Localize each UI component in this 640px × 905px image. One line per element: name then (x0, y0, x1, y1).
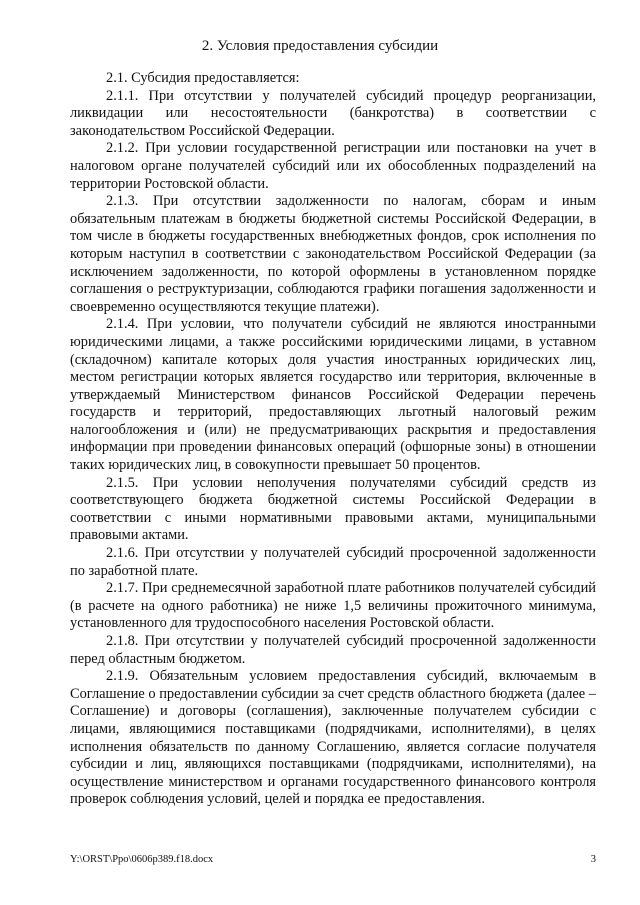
paragraph-2-1-8: 2.1.8. При отсутствии у получателей субсидий просроченной задолженности перед областным бюджетом. (70, 633, 596, 667)
section-title: 2. Условия предоставления субсидии (201, 38, 439, 54)
paragraph-2-1-6: 2.1.6. При отсутствии у получателей субсидий просроченной задолженности по заработной плате. (70, 545, 596, 579)
paragraph-2-1-9: 2.1.9. Обязательным условием предоставления субсидий, включаемым в Соглашение о предоставлении субсидии за счет средств областного бюджета (далее – Соглашение) и договоры (соглашения), заключенные получателем субсидии с лицами, являющимися поставщиками (подрядчиками, исполнителями), в целях исполнения обязательств по данному Соглашению, является согласие получателя субсидии и лиц, являющихся поставщиками (подрядчиками, исполнителями), на осуществление министерством и органами государственного финансового контроля проверок соблюдения условий, целей и порядка ее предоставления. (70, 668, 596, 808)
paragraph-2-1: 2.1. Субсидия предоставляется: (106, 70, 300, 86)
paragraph-2-1-3: 2.1.3. При отсутствии задолженности по налогам, сборам и иным обязательным платежам в бюджеты бюджетной системы Российской Федерации, в том числе в бюджеты государственных внебюджетных фондов, срок исполнения по которым наступил в соответствии с законодательством Российской Федерации (за исключением задолженности, по которой оформлены в установленном порядке соглашения о реструктуризации, соблюдаются графики погашения задолженности и своевременно осуществляются текущие платежи). (70, 193, 596, 315)
footer-page-number: 3 (590, 854, 596, 865)
paragraph-2-1-5: 2.1.5. При условии неполучения получателями субсидий средств из соответствующего бюджета бюджетной системы Российской Федерации в соответствии с иными нормативными правовыми актами, муниципальными правовыми актами. (70, 474, 596, 544)
document-body (70, 70, 596, 809)
footer-file-path: Y:\ORST\Ppo\0606p389.f18.docx (70, 854, 214, 865)
paragraph-2-1-1: 2.1.1. При отсутствии у получателей субсидий процедур реорганизации, ликвидации или несостоятельности (банкротства) в соответствии с законодательством Российской Федерации. (70, 87, 596, 139)
paragraph-2-1-2: 2.1.2. При условии государственной регистрации или постановки на учет в налоговом органе получателей субсидий или их обособленных подразделений на территории Ростовской области. (70, 140, 596, 192)
paragraph-2-1-7: 2.1.7. При среднемесячной заработной плате работников получателей субсидий (в расчете на одного работника) не ниже 1,5 величины прожиточного минимума, установленного для трудоспособного населения Ростовской области. (70, 580, 596, 632)
paragraph-2-1-4: 2.1.4. При условии, что получатели субсидий не являются иностранными юридическими лицами, а также российскими юридическими лицами, в уставном (складочном) капитале которых доля участия иностранных юридических лиц, местом регистрации которых является государство или территория, включенные в утверждаемый Министерством финансов Российской Федерации перечень государств и территорий, предоставляющих льготный налоговый режим налогообложения и (или) не предусматривающих раскрытия и предоставления информации при проведении финансовых операций (офшорные зоны) в отношении таких юридических лиц, в совокупности превышает 50 процентов. (70, 316, 596, 474)
